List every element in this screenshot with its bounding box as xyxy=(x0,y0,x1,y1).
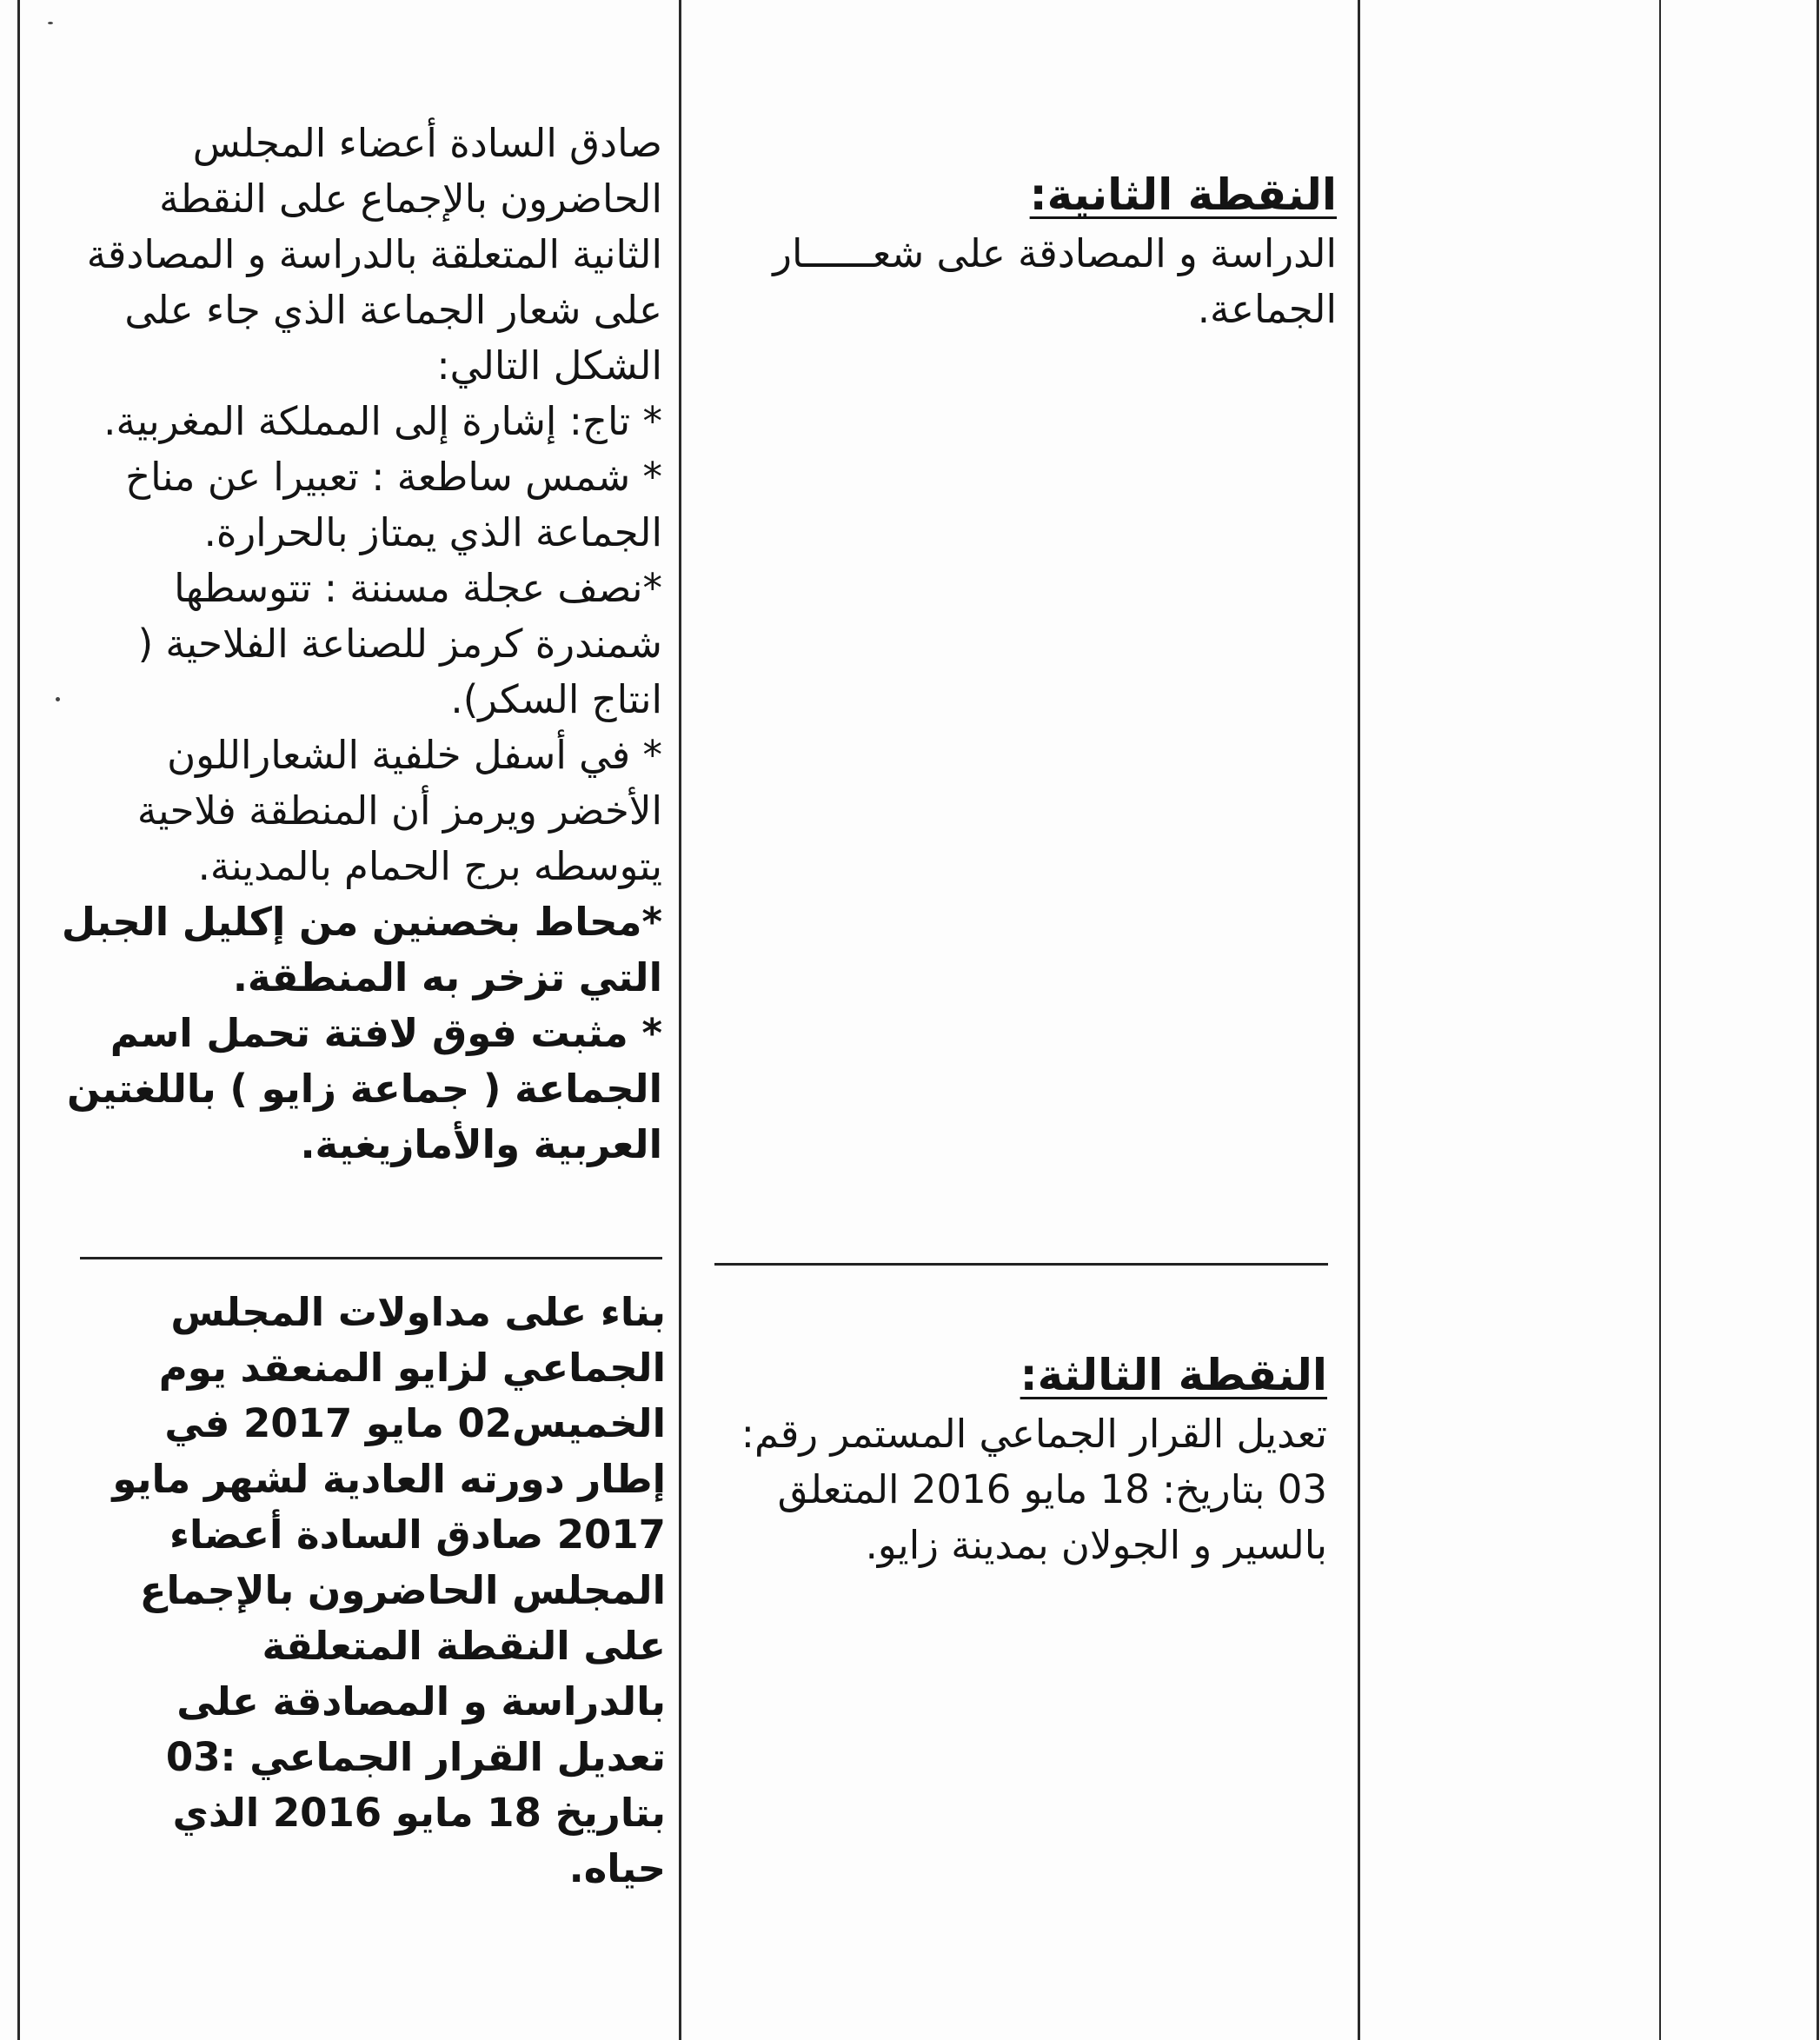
point-two-decision-cell xyxy=(59,116,662,1173)
logo-element-banner: * مثبت فوق لافتة تحمل اسم الجماعة ( جماعة زايو ) باللغتين العربية والأمازيغية. xyxy=(67,1010,662,1167)
column-divider xyxy=(679,0,681,2040)
scan-speck xyxy=(48,22,53,24)
column-divider xyxy=(1659,0,1661,2040)
logo-element-gear: *نصف عجلة مسننة : تتوسطها شمندرة كرمز للصناعة الفلاحية ( انتاج السكر). xyxy=(137,565,662,722)
point-three-subject-cell xyxy=(708,1344,1327,1573)
point-three-decision: بناء على مداولات المجلس الجماعي لزايو المنعقد يوم الخميس02 مايو 2017 في إطار دورته العادية لشهر مايو 2017 صادق السادة أعضاء المجلس الحاضرون بالإجماع على النقطة المتعلقة بالدراسة و المصادقة على تعديل القرار الجماعي :03 بتاريخ 18 مايو 2016 الذي حياه. xyxy=(112,1289,666,1891)
row-separator-subject xyxy=(714,1263,1328,1266)
table-border-right xyxy=(1817,0,1819,2040)
logo-element-sun: * شمس ساطعة : تعبيرا عن مناخ الجماعة الذي يمتاز بالحرارة. xyxy=(125,454,662,555)
point-three-heading: النقطة الثالثة: xyxy=(1020,1350,1327,1400)
row-separator-decision xyxy=(80,1257,662,1259)
point-two-subject: الدراسة و المصادقة على شعــــــار الجماعة. xyxy=(773,230,1337,332)
point-three-subject: تعديل القرار الجماعي المستمر رقم: 03 بتاريخ: 18 مايو 2016 المتعلق بالسير و الجولان بمدينة زايو. xyxy=(741,1411,1327,1568)
logo-element-background: * في أسفل خلفية الشعاراللون الأخضر ويرمز أن المنطقة فلاحية يتوسطه برج الحمام بالمدينة. xyxy=(136,732,662,889)
point-two-subject-cell xyxy=(718,163,1337,337)
point-three-decision-cell xyxy=(96,1285,666,1897)
logo-element-branches: *محاط بخصنين من إكليل الجبل التي تزخر به المنطقة. xyxy=(61,899,662,1000)
point-two-heading: النقطة الثانية: xyxy=(1029,169,1337,220)
point-two-decision-intro: صادق السادة أعضاء المجلس الحاضرون بالإجماع على النقطة الثانية المتعلقة بالدراسة و المصادقة على شعار الجماعة الذي جاء على الشكل التالي: xyxy=(86,120,662,389)
column-divider xyxy=(1358,0,1360,2040)
logo-element-crown: * تاج: إشارة إلى المملكة المغربية. xyxy=(103,398,662,444)
table-border-left xyxy=(17,0,20,2040)
